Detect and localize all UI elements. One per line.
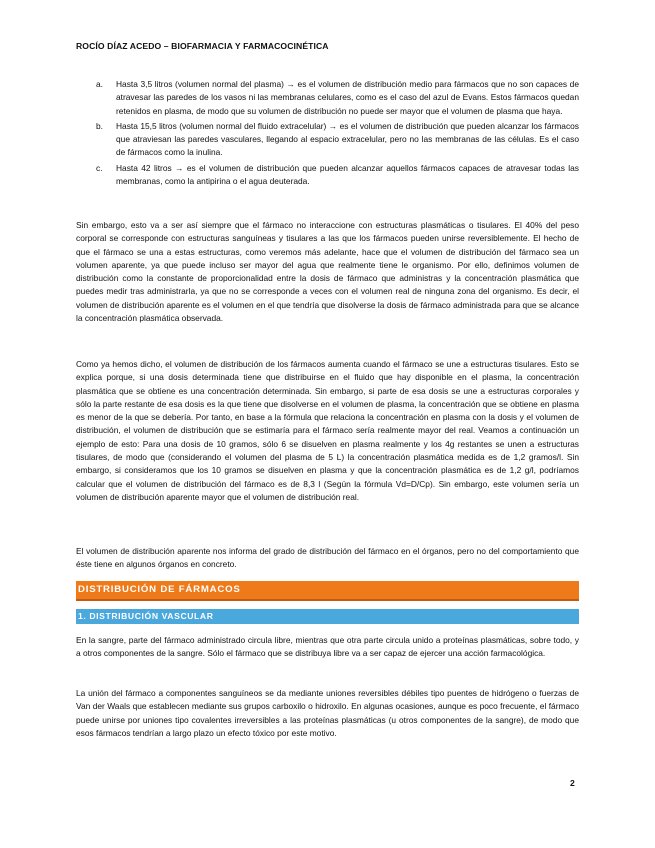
running-header: ROCÍO DÍAZ ACEDO – BIOFARMACIA Y FARMACOCINÉTICA — [76, 41, 329, 51]
list-marker: b. — [96, 120, 103, 131]
list-item-text: Hasta 42 litros → es el volumen de distribución que pueden alcanzar aquellos fármacos capaces de atravesar todas las membranas, como la antipirina o el agua deuterada. — [116, 162, 579, 187]
section-heading-underline — [76, 599, 579, 601]
paragraph-apparent-volume: Sin embargo, esto va a ser así siempre que el fármaco no interaccione con estructuras plasmáticas o tisulares. El 40% del peso corporal se corresponde con estructuras sanguíneas y tisulares a las que los fármacos pueden unirse reversiblemente. El hecho de que el fármaco se una a estas estructuras, como veremos más adelante, hace que el volumen de distribución del fármaco sea un volumen aparente, ya que puede incluso ser mayor del agua que realmente tiene le organismo. Por ello, definimos volumen de distribución como la constante de proporcionalidad entre la dosis de fármaco que administras y la concentración plasmática que puedes medir tras administrarla, ya que no se corresponde a veces con el volumen real de ninguna zona del organismo. Es decir, el volumen de distribución aparente es el volumen en el que tendría que disolverse la dosis de fármaco administrada para que se alcance la concentración plasmática observada. — [76, 220, 579, 324]
subsection-heading: 1. DISTRIBUCIÓN VASCULAR — [76, 609, 579, 624]
paragraph-binding-types: La unión del fármaco a componentes sanguíneos se da mediante uniones reversibles débiles tipo puentes de hidrógeno o fuerzas de Van der Waals que establecen mediante sus grupos carboxilo o hidroxilo. En algunas ocasiones, aunque es poco frecuente, el fármaco puede unirse por uniones tipo covalentes irreversibles a las proteínas plasmáticas (u otros componentes de la sangre), de modo que esos fármacos tendrían a largo plazo un efecto tóxico por este motivo. — [76, 688, 579, 738]
paragraph-tissue-binding: Como ya hemos dicho, el volumen de distribución de los fármacos aumenta cuando el fármaco se une a estructuras tisulares. Esto se explica porque, si una dosis determinada tiene que distribuirse en el fluido que hay disponible en el plasma, la concentración plasmática que se obtiene es una concentración determinada. Sin embargo, si parte de esa dosis se une a estructuras corporales y sólo la parte restante de esa dosis es la que tiene que disolverse en el volumen de plasma, la concentración que se obtiene en plasma es menor de la que se debería. Por tanto, en base a la fórmula que relaciona la concentración en plasma con la dosis y el volumen de distribución, el volumen de distribución que se estimaría para el fármaco sería realmente mayor del real. Veamos a continuación un ejemplo de esto: Para una dosis de 10 gramos, sólo 6 se disuelven en plasma realmente y los 4g restantes se unen a estructuras tisulares, de modo que (considerando el volumen del plasma de 5 L) la concentración plasmática medida es de 1,2 gramos/l. Sin embargo, si consideramos que los 10 gramos se disuelven en plasma y que la concentración plasmática es de 1,2 g/l, podríamos calcular que el volumen de distribución del fármaco es de 8,3 l (Según la fórmula Vd=D/Cp). Sin embargo, este volumen sería un volumen de distribución aparente mayor que el volumen de distribución real. — [76, 359, 579, 502]
list-item-text: Hasta 3,5 litros (volumen normal del plasma) → es el volumen de distribución medio para fármacos que no son capaces de atravesar las paredes de los vasos ni las membranas celulares, como es el caso del azul de Evans. Estos fármacos quedan retenidos en plasma, de modo que su volumen de distribución no puede ser mayor que el volumen de plasma que haya. — [116, 79, 579, 116]
page-number: 2 — [570, 778, 575, 788]
list-item — [76, 78, 579, 118]
volume-list — [76, 78, 579, 190]
paragraph-free-drug: En la sangre, parte del fármaco administrado circula libre, mientras que otra parte circula unido a proteínas plasmáticas, sobre todo, y a otros componentes de la sangre. Sólo el fármaco que se distribuya libre va a ser capaz de ejercer una acción farmacológica. — [76, 635, 579, 659]
list-item — [76, 120, 579, 160]
list-item-text: Hasta 15,5 litros (volumen normal del fluido extracelular) → es el volumen de distribución que pueden alcanzar los fármacos que atraviesan las paredes vasculares, llegando al espacio extracelular, pero no las membranas de las células. Es el caso de fármacos como la inulina. — [116, 120, 579, 158]
list-marker: c. — [96, 162, 103, 173]
section-heading: DISTRIBUCIÓN DE FÁRMACOS — [76, 581, 579, 599]
paragraph-distribution-degree: El volumen de distribución aparente nos informa del grado de distribución del fármaco en el órganos, pero no del comportamiento que éste tiene en algunos órganos en concreto. — [76, 546, 579, 570]
list-item — [76, 162, 579, 189]
list-marker: a. — [96, 79, 103, 89]
